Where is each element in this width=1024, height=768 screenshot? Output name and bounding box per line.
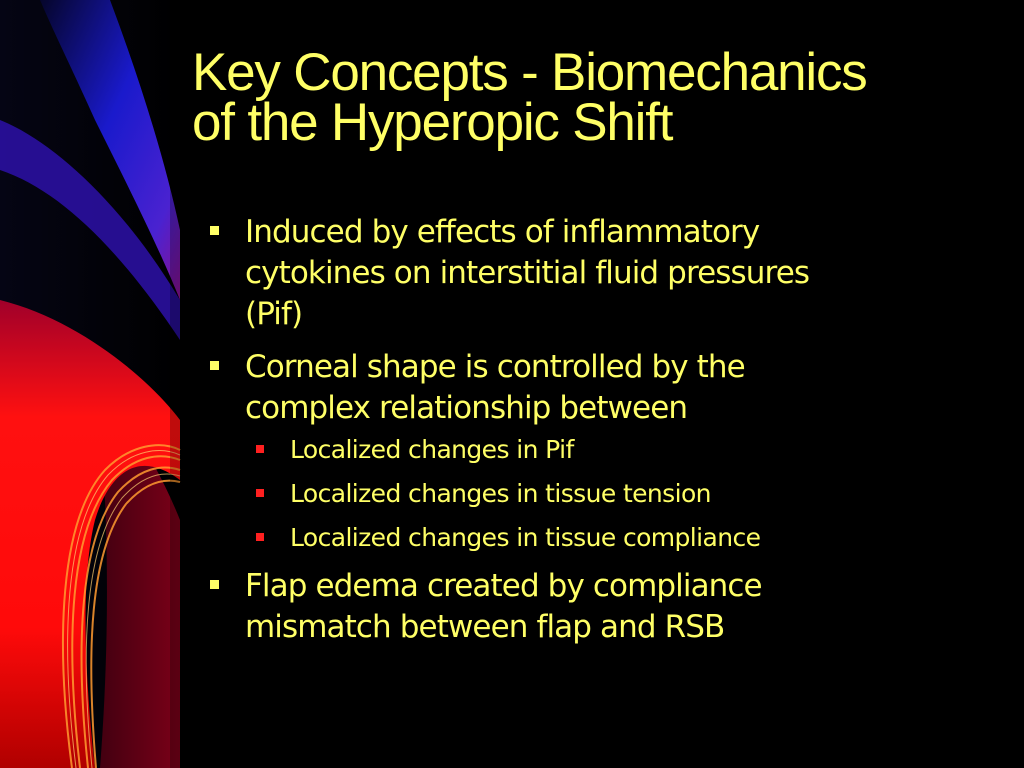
slide-title — [192, 43, 1022, 152]
title-line: of the Hyperopic Shift — [192, 93, 673, 152]
sub-bullet-text: Localized changes in tissue tension — [290, 479, 711, 508]
red-square-bullet-icon — [256, 489, 264, 497]
bullet-line: Flap edema created by compliance — [245, 568, 762, 604]
red-square-bullet-icon — [256, 533, 264, 541]
sub-bullet-item — [253, 434, 1008, 466]
square-bullet-icon — [210, 580, 219, 589]
bullet-line: complex relationship between — [245, 390, 688, 426]
square-bullet-icon — [210, 361, 219, 370]
sub-bullet-text: Localized changes in Pif — [290, 435, 574, 464]
sub-bullet-item — [253, 522, 1008, 554]
bullet-line: Corneal shape is controlled by the — [245, 349, 745, 385]
bullet-line: cytokines on interstitial fluid pressures — [245, 255, 810, 291]
bullet-item — [208, 566, 1008, 648]
sub-bullet-list — [253, 434, 1008, 554]
sub-bullet-text: Localized changes in tissue compliance — [290, 523, 761, 552]
bullet-line: Induced by effects of inflammatory — [245, 214, 760, 250]
bullet-line: mismatch between flap and RSB — [245, 609, 725, 645]
bullet-line: (Pif) — [245, 296, 303, 332]
bullet-list — [208, 212, 1008, 660]
red-square-bullet-icon — [256, 445, 264, 453]
square-bullet-icon — [210, 226, 219, 235]
bullet-item — [208, 212, 1008, 335]
bullet-item — [208, 347, 1008, 554]
sub-bullet-item — [253, 478, 1008, 510]
title-line: Key Concepts - Biomechanics — [192, 43, 867, 102]
